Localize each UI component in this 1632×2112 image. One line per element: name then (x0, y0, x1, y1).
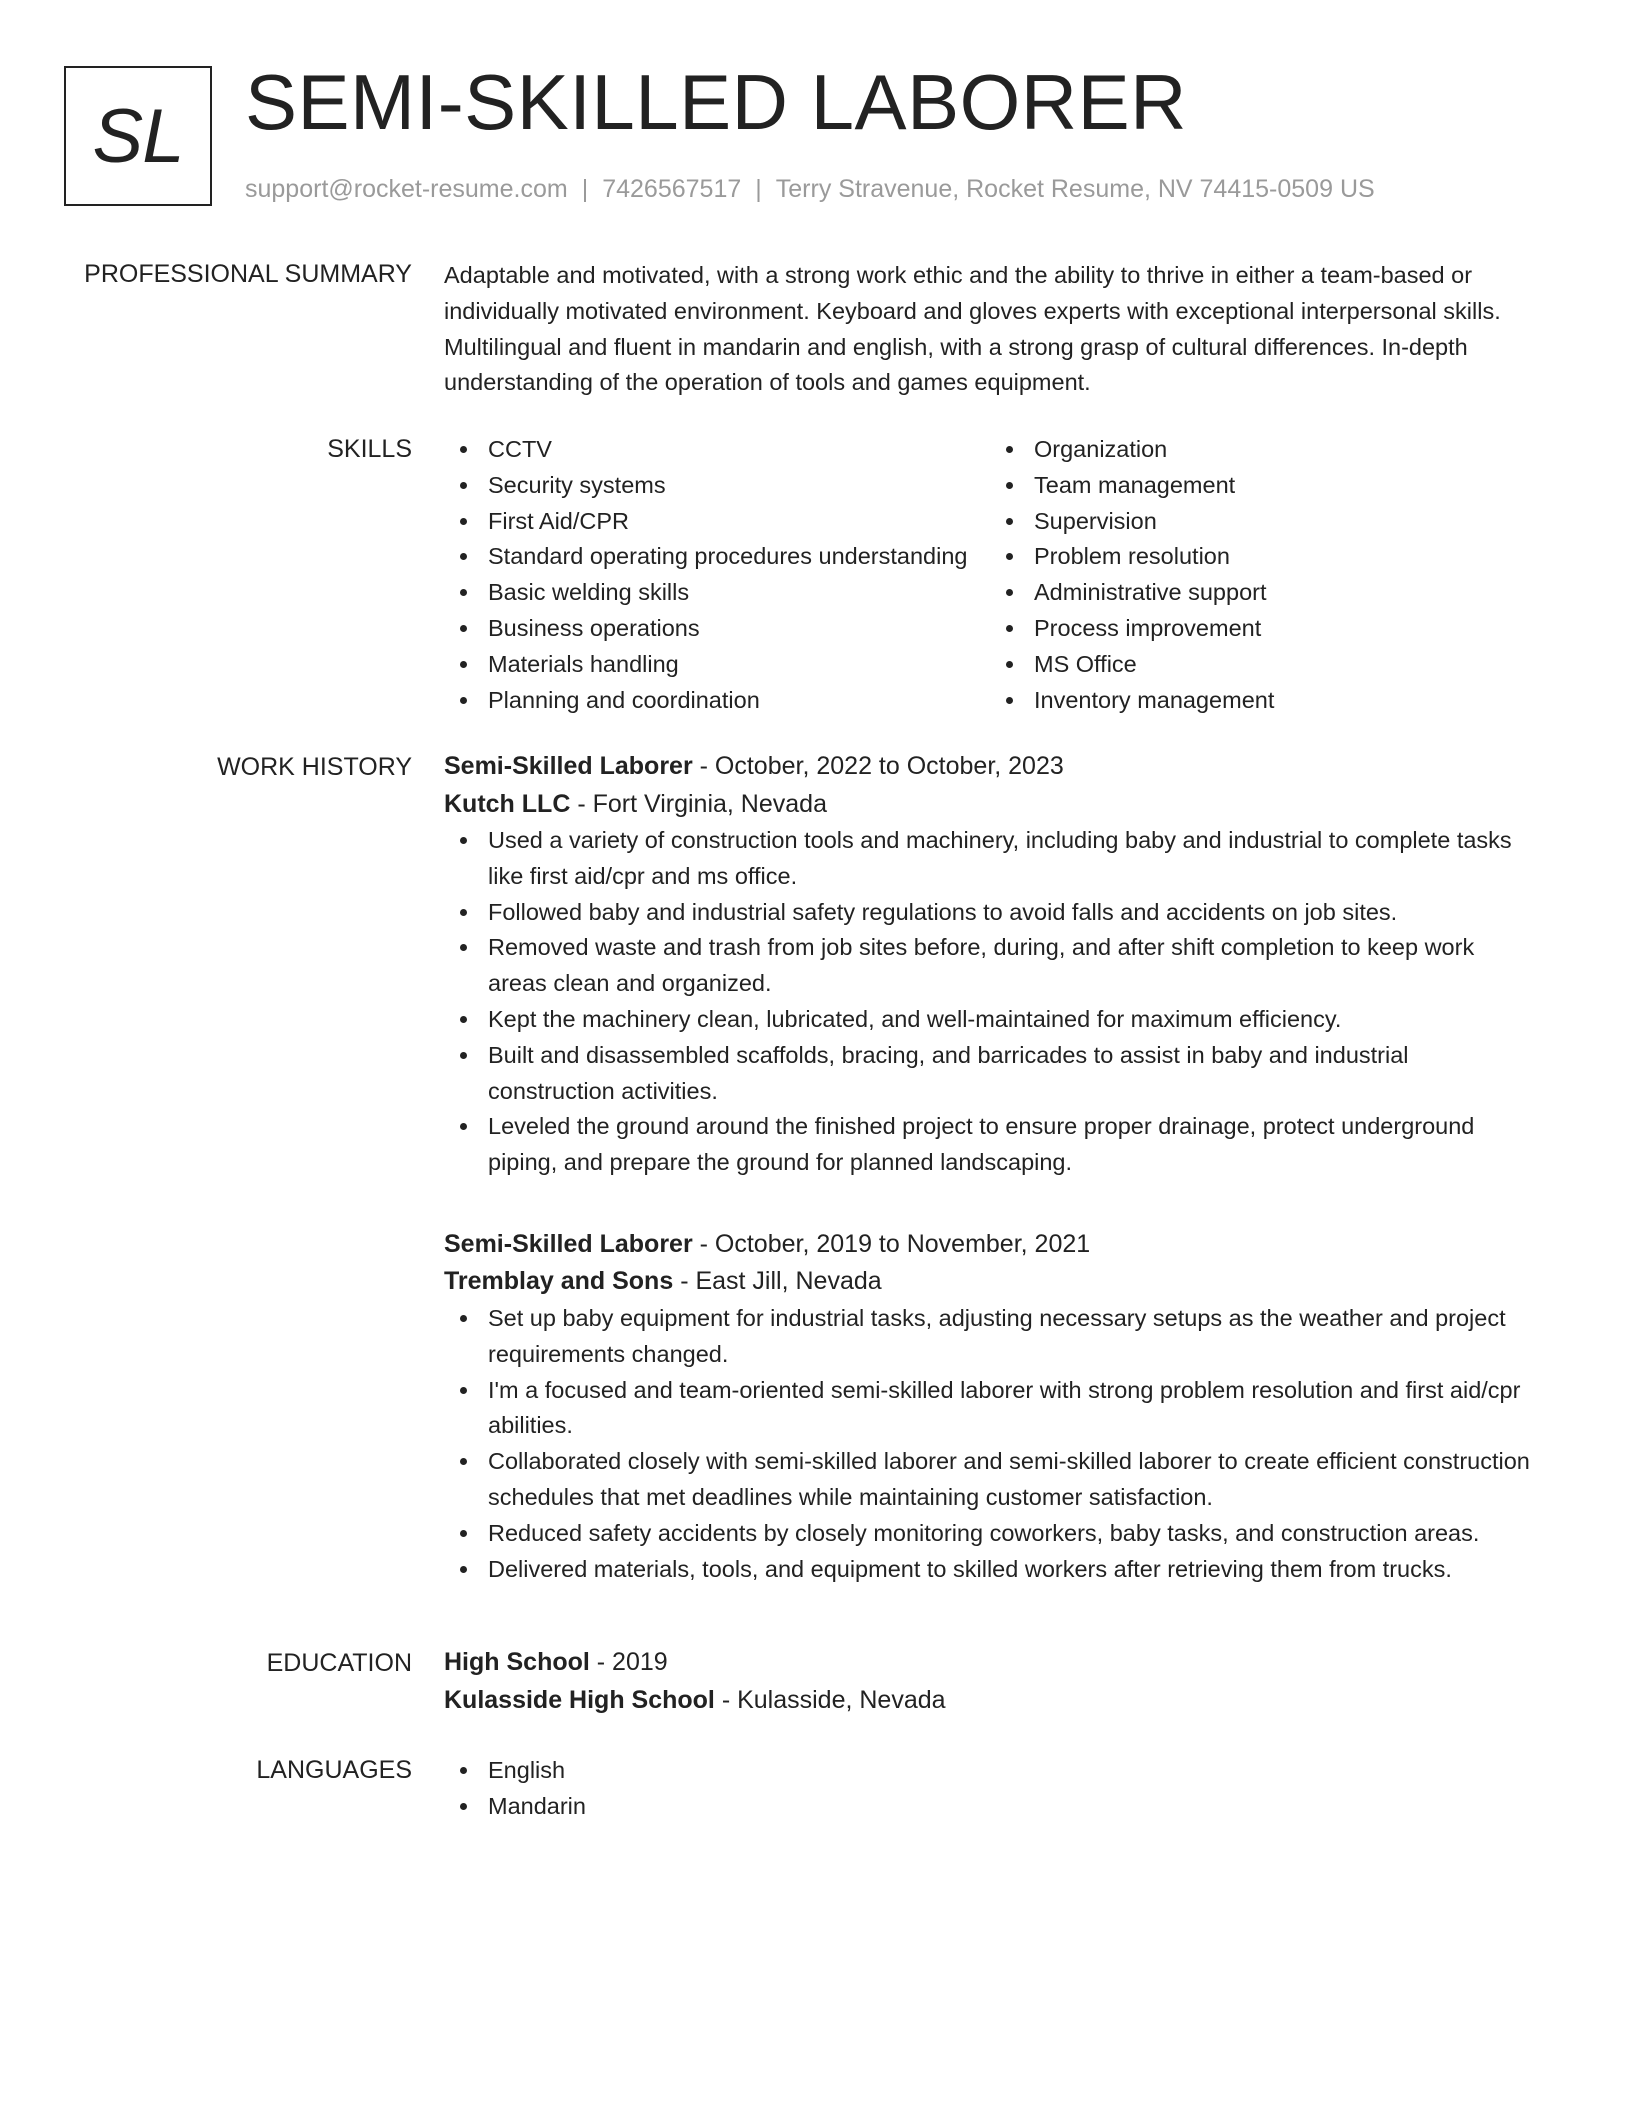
job-bullet: Reduced safety accidents by closely monitoring coworkers, baby tasks, and construction areas. (444, 1516, 1534, 1552)
summary-text: Adaptable and motivated, with a strong work ethic and the ability to thrive in either a team-based or individually motivated environment. Keyboard and gloves experts with exceptional interpersonal skills. Multilingual and fluent in mandarin and english, with a strong grasp of cultural differences. In-depth understanding of the operation of tools and games equipment. (444, 262, 1501, 396)
job-title-line (444, 748, 1534, 786)
section-label: LANGUAGES (256, 1756, 412, 1784)
contact-email: support@rocket-resume.com (245, 175, 568, 203)
skill-item: Team management (990, 468, 1490, 504)
job-bullet: Removed waste and trash from job sites before, during, and after shift completion to keep work areas clean and organized. (444, 930, 1534, 1002)
skill-item: MS Office (990, 647, 1490, 683)
job-bullets (444, 823, 1534, 1181)
skill-item: Basic welding skills (444, 575, 990, 611)
section-label: SKILLS (327, 435, 412, 463)
education-location: - Kulasside, Nevada (714, 1685, 946, 1714)
skill-item: Business operations (444, 611, 990, 647)
skill-item: Organization (990, 432, 1490, 468)
section-label: EDUCATION (266, 1649, 412, 1677)
education-school-line (444, 1682, 1534, 1720)
job-title-line (444, 1226, 1534, 1264)
education-school: Kulasside High School (444, 1685, 715, 1714)
job-dates: - October, 2019 to November, 2021 (692, 1229, 1091, 1258)
job-bullet: Collaborated closely with semi-skilled laborer and semi-skilled laborer to create efficient construction schedules that met deadlines while maintaining customer satisfaction. (444, 1444, 1534, 1516)
job-bullet: Followed baby and industrial safety regulations to avoid falls and accidents on job sites. (444, 895, 1534, 931)
skill-item: First Aid/CPR (444, 504, 990, 540)
job-entry (444, 1226, 1534, 1587)
candidate-name: SEMI-SKILLED LABORER (245, 58, 1187, 146)
skills-list-left (444, 432, 990, 718)
job-bullet: I'm a focused and team-oriented semi-skilled laborer with strong problem resolution and first aid/cpr abilities. (444, 1373, 1534, 1445)
skill-item: Standard operating procedures understanding (444, 539, 990, 575)
skill-item: Security systems (444, 468, 990, 504)
job-company: Tremblay and Sons (444, 1267, 674, 1296)
job-dates: - October, 2022 to October, 2023 (692, 752, 1064, 780)
contact-address: Terry Stravenue, Rocket Resume, NV 74415-0509 US (775, 175, 1375, 203)
skill-item: Planning and coordination (444, 683, 990, 719)
skill-item: Supervision (990, 504, 1490, 540)
language-item: Mandarin (444, 1789, 1534, 1825)
job-bullets (444, 1301, 1534, 1587)
skill-item: Problem resolution (990, 539, 1490, 575)
job-bullet: Used a variety of construction tools and machinery, including baby and industrial to complete tasks like first aid/cpr and ms office. (444, 823, 1534, 895)
contact-separator: | (581, 175, 589, 203)
monogram-badge: SL (64, 66, 212, 206)
job-title: Semi-Skilled Laborer (444, 1229, 693, 1258)
skill-item: Process improvement (990, 611, 1490, 647)
job-bullet: Delivered materials, tools, and equipment to skilled workers after retrieving them from trucks. (444, 1552, 1534, 1588)
job-location: - Fort Virginia, Nevada (570, 789, 827, 818)
education-degree-line (444, 1644, 1534, 1682)
education-year: - 2019 (589, 1648, 668, 1676)
section-body (444, 1644, 1534, 1719)
skills-grid (444, 432, 1534, 718)
languages-list (444, 1753, 1534, 1825)
job-company-line (444, 786, 1534, 824)
education-degree: High School (444, 1648, 590, 1676)
contact-separator: | (755, 175, 762, 203)
job-title: Semi-Skilled Laborer (444, 752, 693, 780)
skill-item: Inventory management (990, 683, 1490, 719)
job-company: Kutch LLC (444, 789, 571, 818)
job-location: - East Jill, Nevada (673, 1267, 882, 1296)
job-bullet: Set up baby equipment for industrial tasks, adjusting necessary setups as the weather and project requirements changed. (444, 1301, 1534, 1373)
section-body (444, 748, 1534, 1587)
contact-phone: 7426567517 (602, 175, 742, 203)
job-bullet: Built and disassembled scaffolds, bracing, and barricades to assist in baby and industrial construction activities. (444, 1038, 1534, 1110)
job-bullet: Leveled the ground around the finished project to ensure proper drainage, protect underground piping, and prepare the ground for planned landscaping. (444, 1109, 1534, 1181)
section-body (444, 432, 1534, 718)
language-item: English (444, 1753, 1534, 1789)
skills-list-right (990, 432, 1490, 718)
job-company-line (444, 1263, 1534, 1301)
job-entry (444, 748, 1534, 1181)
skill-item: Administrative support (990, 575, 1490, 611)
skill-item: CCTV (444, 432, 990, 468)
job-spacer (444, 1181, 1534, 1226)
section-label: WORK HISTORY (217, 753, 412, 781)
section-label: PROFESSIONAL SUMMARY (84, 260, 412, 288)
section-body (444, 1753, 1534, 1825)
contact-line (245, 172, 1375, 206)
job-bullet: Kept the machinery clean, lubricated, and well-maintained for maximum efficiency. (444, 1002, 1534, 1038)
skill-item: Materials handling (444, 647, 990, 683)
section-body (444, 258, 1534, 401)
